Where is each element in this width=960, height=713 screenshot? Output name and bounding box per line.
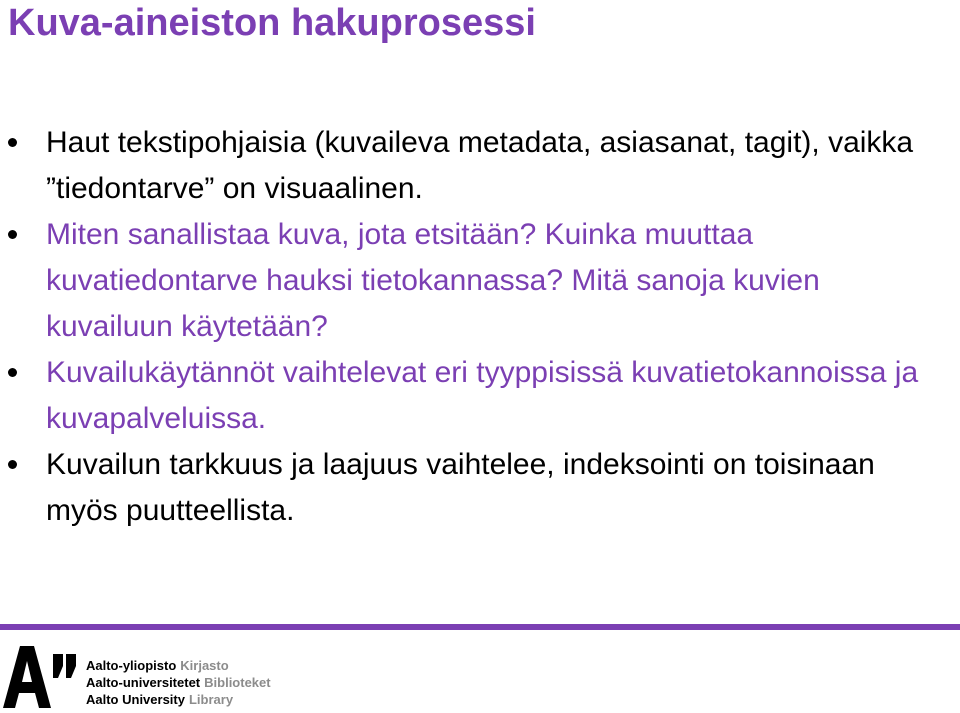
logo-name-fi: Aalto-yliopisto: [86, 658, 177, 673]
footer-divider: [0, 624, 960, 630]
logo-unit-sv: Biblioteket: [204, 675, 271, 690]
logo-name-en: Aalto University: [86, 692, 185, 707]
bullet-item: [8, 120, 943, 212]
bullet-icon: [8, 368, 17, 377]
aalto-logo-icon: [3, 646, 79, 708]
slide-title: Kuva-aineiston hakuprosessi: [8, 2, 536, 44]
logo-wordmark: [86, 657, 271, 708]
bullet-icon: [8, 460, 17, 469]
bullet-item: [8, 442, 943, 534]
logo-unit-fi: Kirjasto: [180, 658, 229, 673]
logo-row-fi: [86, 657, 271, 674]
bullet-text: Haut tekstipohjaisia (kuvaileva metadata, asiasanat, tagit), vaikka ”tiedontarve” on visuaalinen.: [46, 126, 914, 205]
bullet-icon: [8, 138, 17, 147]
logo-name-sv: Aalto-universitetet: [86, 675, 201, 690]
logo-row-sv: [86, 674, 271, 691]
bullet-item: [8, 212, 943, 350]
logo-unit-en: Library: [188, 692, 234, 707]
bullet-list: [8, 120, 943, 534]
bullet-item: [8, 350, 943, 442]
bullet-icon: [8, 230, 17, 239]
bullet-text: Miten sanallistaa kuva, jota etsitään? Kuinka muuttaa kuvatiedontarve hauksi tietokannassa? Mitä sanoja kuvien kuvailuun käytetään?: [46, 218, 820, 343]
logo-row-en: [86, 691, 271, 708]
bullet-text: Kuvailun tarkkuus ja laajuus vaihtelee, indeksointi on toisinaan myös puutteellista.: [46, 448, 875, 527]
bullet-text: Kuvailukäytännöt vaihtelevat eri tyyppisissä kuvatietokannoissa ja kuvapalveluissa.: [46, 356, 919, 435]
